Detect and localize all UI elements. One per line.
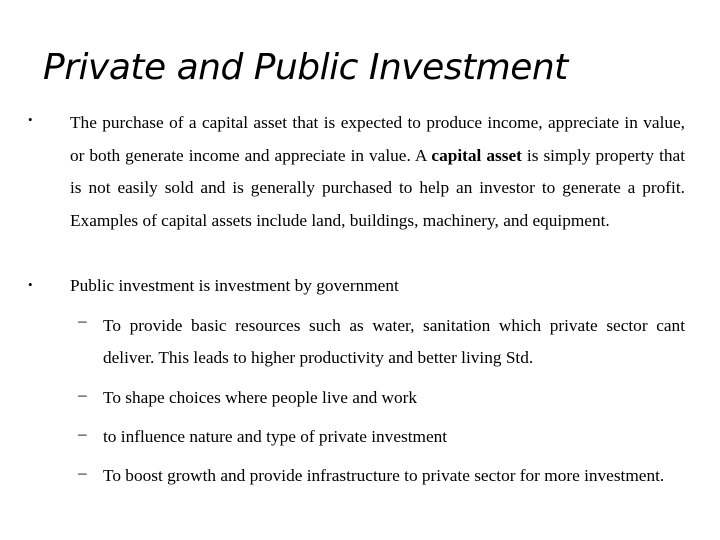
sub-item-2-marker: –	[78, 385, 87, 404]
slide-title: Private and Public Investment	[43, 47, 568, 88]
sub-item-4-marker: –	[78, 463, 87, 482]
bullet-1-text-after: is simply property that is not easily sold and is generally purchased to help an investor to generate a profit. Examples of capital assets include land, buildings, machinery, and equipment.	[70, 145, 685, 230]
sub-item-1-text: To provide basic resources such as water, sanitation which private sector cant deliver. This leads to higher productivity and better living Std.	[103, 316, 685, 367]
bullet-1-marker: •	[28, 112, 33, 127]
bullet-2-marker: •	[28, 277, 33, 292]
sub-item-1-marker: –	[78, 311, 87, 330]
bullet-1-bold-term: capital asset	[431, 145, 522, 165]
sub-item-3-text: to influence nature and type of private investment	[103, 427, 448, 446]
sub-item-4-text: To boost growth and provide infrastructure to private sector for more investment.	[103, 466, 665, 485]
sub-item-2-text: To shape choices where people live and work	[103, 388, 418, 407]
bullet-2-text: Public investment is investment by government	[70, 276, 399, 295]
bullet-1-text	[70, 107, 685, 237]
bullet-1-text-before: The purchase of a capital asset that is expected to produce income, appreciate in value, or both generate income and appreciate in value. A	[70, 113, 685, 165]
sub-item-3-marker: –	[78, 424, 87, 443]
